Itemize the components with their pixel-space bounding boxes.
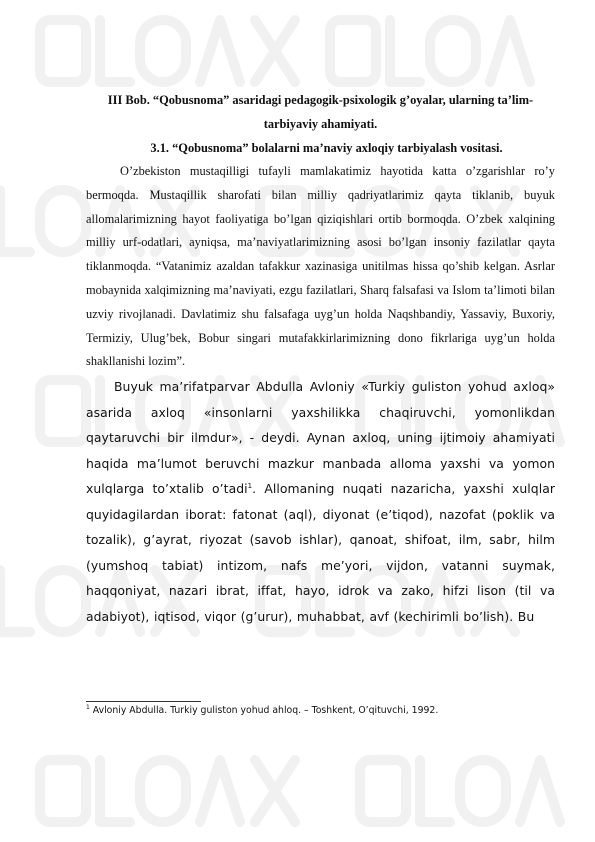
paragraph-2-text-end: . Allomaning nuqati nazaricha, yaxshi xulqlar quyidagilardan iborat: fatonat (aql), diyonat (e’tiqod), nazofat (poklik va tozalik), g’ayrat, riyozat (savob ishlar), qanoat, shifoat, ilm, sabr, hilm (yumshoq tabiat) intizom, nafs me’yori, vijdon, vatanni suymak, haqqoniyat, nazari ibrat, iffat, hayo, idrok va zako, hifzi lison (til va adabiyot), iqtisod, viqor (g’urur), muhabbat, avf (kechirimli bo’lish). Bu: [86, 481, 555, 624]
footnote-reference[interactable]: 1: [247, 482, 253, 491]
footnote-divider: [86, 701, 201, 702]
section-heading: 3.1. “Qobusnoma” bolalarni ma’naviy axloqiy tarbiyalash vositasi.: [150, 141, 503, 155]
chapter-heading: III Bob. “Qobusnoma” asaridagi pedagogik-psixologik g’oyalar, ularning ta’lim-tarbiyaviy ahamiyati.: [107, 93, 534, 131]
document-page: [86, 88, 555, 629]
paragraph-2-text-start: Buyuk ma’rifatparvar Abdulla Avloniy «Turkiy guliston yohud axloq» asarida axloq «insonlarni yaxshilikka chaqiruvchi, yomonlikdan qaytaruvchi bir ilmdur», - deydi. Aynan axloq, uning ijtimoiy ahamiyati haqida ma’lumot beruvchi mazkur manbada alloma yaxshi va yomon xulqlarga to’xtalib o’tadi: [86, 379, 555, 497]
footnote-text: Avloniy Abdulla. Turkiy guliston yohud ahloq. – Toshkent, O’qituvchi, 1992.: [89, 705, 439, 716]
body-paragraph-2: [86, 374, 555, 629]
body-paragraph-1: O’zbekiston mustaqilligi tufayli mamlakatimiz hayotida katta o’zgarishlar ro’y bermoqda. Mustaqillik sharofati bilan milliy qadriyatlarimiz qayta tiklanib, buyuk allomalarimizning hayot faoliyatiga bo’lgan qiziqishlari ortib bormoqda. O’zbek xalqining milliy urf-odatlari, ayniqsa, ma’naviyatlarimizning asosi bo’lgan insoniy fazilatlar qayta tiklanmoqda. “Vatanimiz azaldan tafakkur xazinasiga unitilmas hissa qo’shib kelgan. Asrlar mobaynida xalqimizning ma’naviyati, ezgu fazilatlari, Sharq falsafasi va Islom ta’limoti bilan uzviy rivojlanadi. Davlatimiz shu falsafaga uyg’un holda Naqshbandiy, Yassaviy, Buxoriy, Termiziy, Ulug’bek, Bobur singari mutafakkirlarimizning dono fikrlariga uyg’un holda shakllanishi lozim”.: [86, 164, 555, 369]
footnote: [86, 705, 556, 717]
footnote-number: 1: [86, 703, 90, 711]
